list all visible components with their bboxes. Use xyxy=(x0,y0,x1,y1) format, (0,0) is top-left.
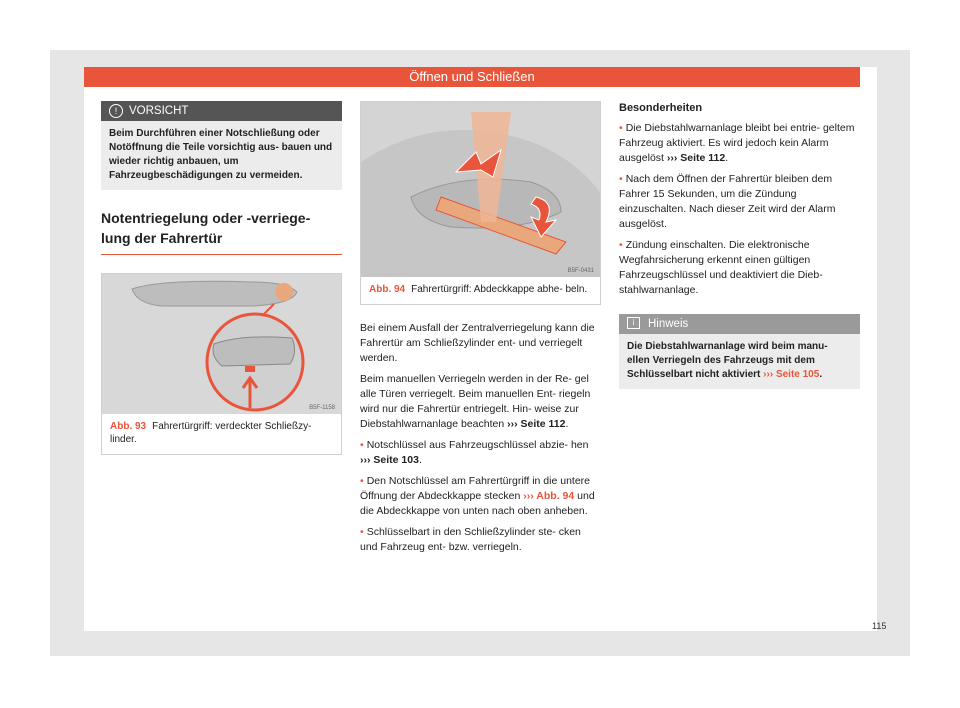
besonderheiten-heading: Besonderheiten xyxy=(619,102,703,114)
column-middle xyxy=(360,101,601,561)
caution-text: Beim Durchführen einer Notschließung oder Notöffnung die Teile vorsichtig aus- bauen und wieder richtig anbauen, um Fahrzeugbeschädigungen zu vermeiden. xyxy=(101,121,342,190)
special-3 xyxy=(619,238,860,298)
abb-94-link[interactable]: ››› Abb. 94 xyxy=(523,490,575,502)
cap-removal-illustration xyxy=(361,102,600,277)
step-1: • Notschlüssel aus Fahrzeugschlüssel abzie- hen ››› Seite 103. xyxy=(360,439,589,466)
section-title-line2: lung der Fahrertür xyxy=(101,230,223,246)
figure-93-caption-text: Fahrertürgriff: verdeckter Schließzy- linder. xyxy=(110,421,312,445)
note-title-bar xyxy=(619,314,860,334)
seite-112-link[interactable]: ››› Seite 112 xyxy=(507,418,566,430)
seite-103-link[interactable]: ››› Seite 103 xyxy=(360,454,419,466)
section-heading xyxy=(101,208,342,255)
note-text-wrap: Die Diebstahlwarnanlage wird beim manu- ellen Verriegeln des Fahrzeugs mit dem Schlüsselbart nicht aktiviert ››› Seite 105. xyxy=(619,334,860,389)
figure-94-caption-text: Fahrertürgriff: Abdeckkappe abhe- beln. xyxy=(411,284,588,295)
page-number: 115 xyxy=(872,621,887,631)
bullet-icon: • xyxy=(360,439,364,451)
caution-box xyxy=(101,101,342,190)
step-2-tail: und die Abdeckkappe von unten nach oben anheben. xyxy=(360,490,595,517)
figure-94-caption xyxy=(361,277,600,304)
step-3-text: Schlüsselbart in den Schließzylinder ste- cken und Fahrzeug ent- bzw. verriegeln. xyxy=(360,526,581,553)
bullet-icon: • xyxy=(619,122,623,134)
chapter-header: Öffnen und Schließen xyxy=(84,67,860,87)
paragraph-2-text: Beim manuellen Verriegeln werden in der Re- gel alle Türen verriegelt. Beim manuellen Ent- riegeln wird nur die Fahrertür entriegelt. Hin- weise zur Diebstahlwarnanlage beachten xyxy=(360,373,591,430)
note-title: Hinweis xyxy=(648,318,689,330)
note-box xyxy=(619,314,860,389)
special-2 xyxy=(619,172,860,232)
seite-105-link[interactable]: ››› Seite 105 xyxy=(763,369,820,380)
column-left xyxy=(101,101,342,455)
info-circle-icon: ! xyxy=(109,104,123,118)
step-3 xyxy=(360,525,601,555)
paragraph-2: Beim manuellen Verriegeln werden in der Re- gel alle Türen verriegelt. Beim manuellen Ent- riegeln wird nur die Fahrertür entriegelt. Hin- weise zur Diebstahlwarnanlage beachten ››› Seite 112. xyxy=(360,373,591,430)
caution-title-bar xyxy=(101,101,342,121)
special-1-text: Die Diebstahlwarnanlage bleibt bei entrie- geltem Fahrzeug aktiviert. Es wird jedoch kein Alarm ausgelöst xyxy=(619,122,855,164)
paragraph-1: Bei einem Ausfall der Zentralverriegelung kann die Fahrertür am Schließzylinder ent- und verriegelt werden. xyxy=(360,322,595,364)
special-3-text: Zündung einschalten. Die elektronische Wegfahrsicherung erkennt einen gültigen Fahrzeugschlüssel und deaktiviert die Dieb- stahlwarnanlage. xyxy=(619,239,823,296)
bullet-icon: • xyxy=(360,526,364,538)
special-1: • Die Diebstahlwarnanlage bleibt bei entrie- geltem Fahrzeug aktiviert. Es wird jedoch kein Alarm ausgelöst ››› Seite 112. xyxy=(619,122,855,164)
figure-93-image xyxy=(102,274,341,414)
figure-94 xyxy=(360,101,601,305)
note-icon: i xyxy=(627,317,640,329)
figure-94-label: Abb. 94 xyxy=(369,284,406,295)
column-right xyxy=(619,101,860,389)
special-2-text: Nach dem Öffnen der Fahrertür bleiben dem Fahrer 15 Sekunden, um die Zündung einzuschalten. Nach dieser Zeit wird der Alarm ausgelöst. xyxy=(619,173,836,230)
caution-title: VORSICHT xyxy=(129,105,189,117)
section-title-line1: Notentriegelung oder -verriege- xyxy=(101,210,311,226)
step-1-text: Notschlüssel aus Fahrzeugschlüssel abzie- hen xyxy=(366,439,589,451)
step-2 xyxy=(360,474,601,519)
figure-93-code: B5F-1158 xyxy=(309,405,335,411)
door-handle-illustration xyxy=(102,274,341,414)
note-text: Die Diebstahlwarnanlage wird beim manu- ellen Verriegeln des Fahrzeugs mit dem Schlüsselbart nicht aktiviert xyxy=(627,341,828,380)
figure-93 xyxy=(101,273,342,455)
figure-93-label: Abb. 93 xyxy=(110,421,147,432)
seite-112-link[interactable]: ››› Seite 112 xyxy=(666,152,726,164)
bullet-icon: • xyxy=(619,173,623,185)
step-2-text: Den Notschlüssel am Fahrertürgriff in die untere Öffnung der Abdeckkappe stecken xyxy=(360,475,591,502)
bullet-icon: • xyxy=(360,475,364,487)
figure-94-code: B5F-0431 xyxy=(567,268,594,274)
figure-93-caption xyxy=(102,414,341,454)
figure-94-image xyxy=(361,102,600,277)
bullet-icon: • xyxy=(619,239,623,251)
instructions xyxy=(360,321,601,555)
